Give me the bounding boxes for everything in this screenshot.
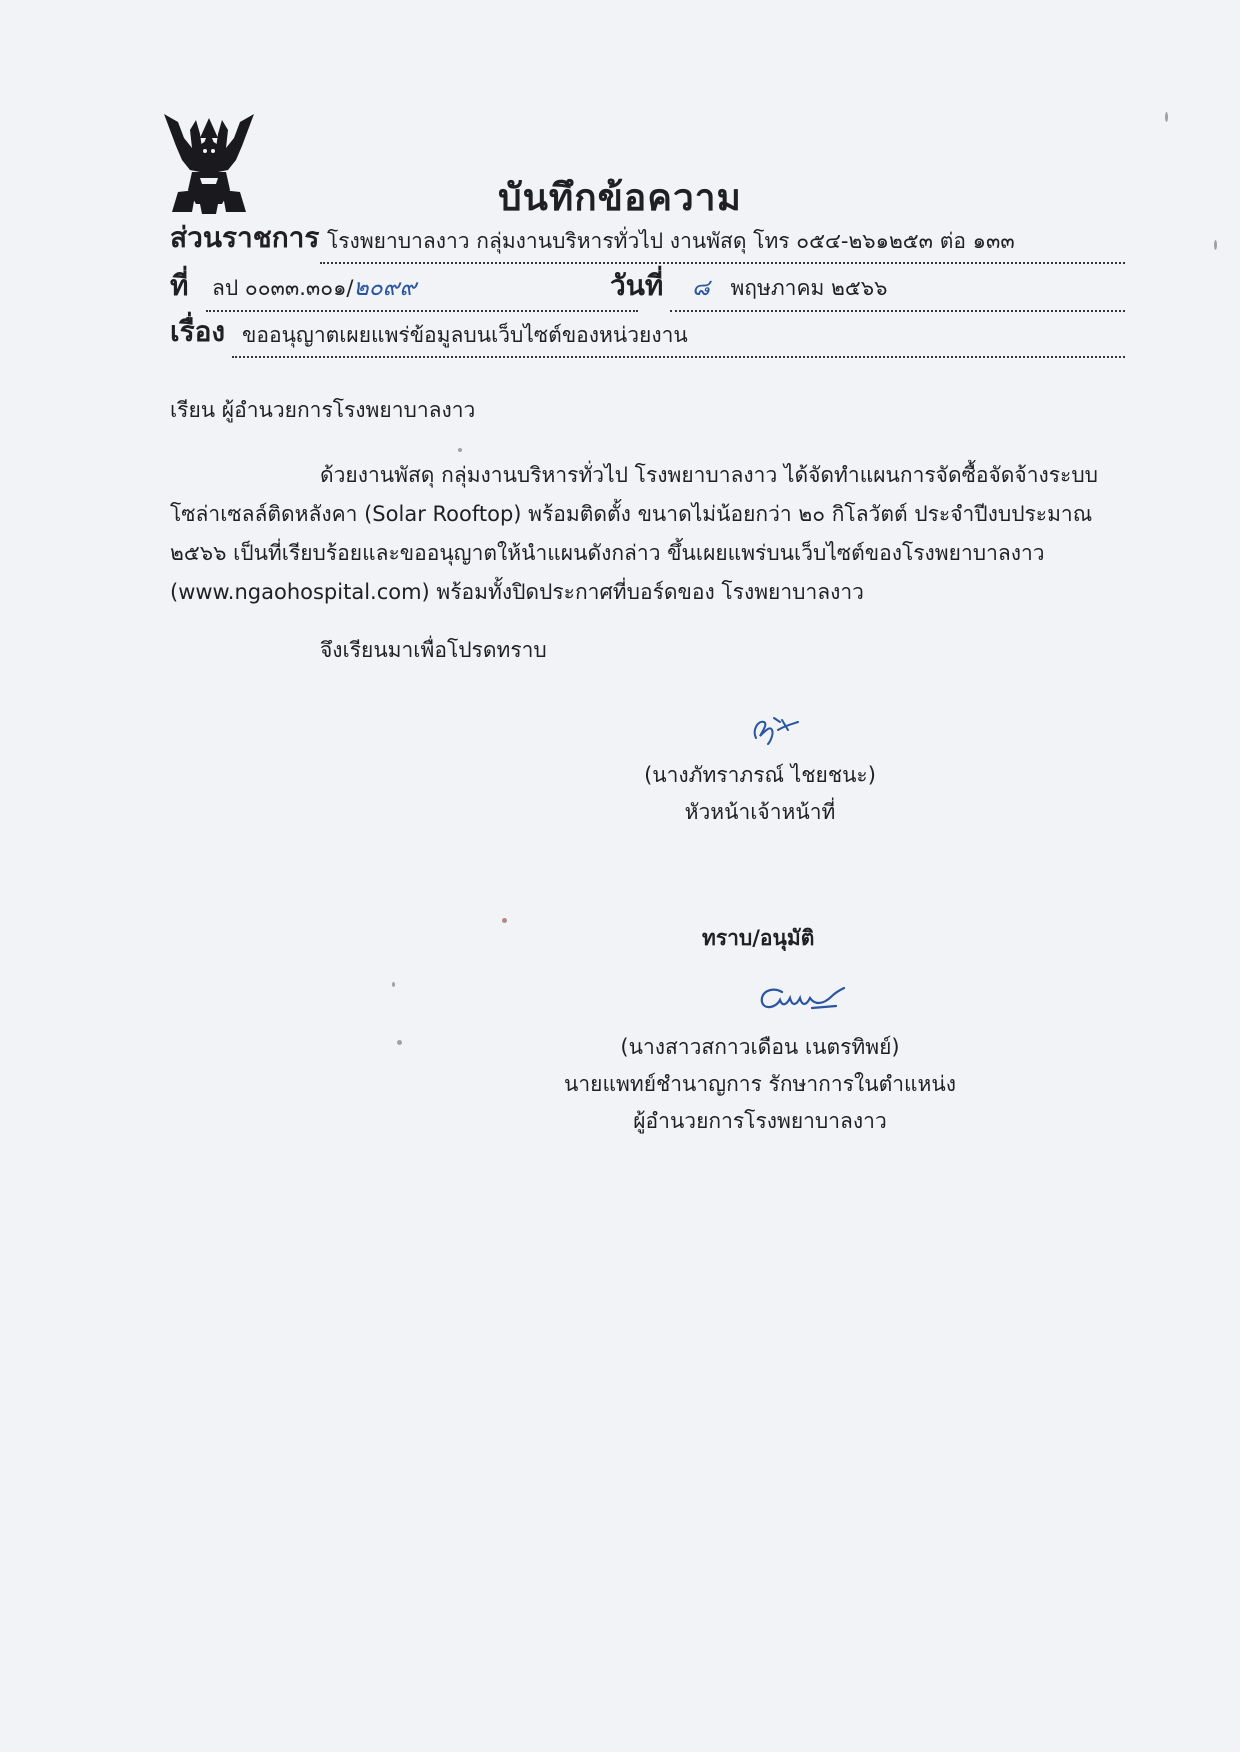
signer-2-block [560, 1037, 960, 1132]
salutation: เรียน ผู้อำนวยการโรงพยาบาลงาว [170, 398, 476, 422]
signer-1-name: (นางภัทราภรณ์ ไชยชนะ) [644, 763, 876, 787]
number-field [212, 270, 416, 306]
subject-label: เรื่อง [170, 315, 226, 348]
paper-speck [1214, 240, 1217, 250]
date-day-handwritten: ๘ [692, 275, 710, 301]
subject-row [170, 315, 1125, 358]
number-handwritten: ๒๐๙๙ [353, 275, 417, 301]
agency-row [170, 221, 1125, 264]
signature-2-mark [752, 978, 848, 1018]
paper-speck [397, 1040, 402, 1045]
agency-value: โรงพยาบาลงาว กลุ่มงานบริหารทั่วไป งานพัสดุ โทร ๐๕๔-๒๖๑๒๕๓ ต่อ ๑๓๓ [327, 229, 1015, 253]
body-line-3: ๒๕๖๖ เป็นที่เรียบร้อยและขออนุญาตให้นำแผนดังกล่าว ขึ้นเผยแพร่บนเว็บไซต์ของโรงพยาบาลงาว [170, 541, 1045, 565]
date-dotted-line [670, 309, 1125, 312]
subject-value: ขออนุญาตเผยแพร่ข้อมูลบนเว็บไซต์ของหน่วยงาน [242, 323, 688, 347]
body-line-4: (www.ngaohospital.com) พร้อมทั้งปิดประกาศที่บอร์ดของ โรงพยาบาลงาว [170, 580, 864, 604]
date-field [692, 270, 887, 306]
signer-2-position-line-2: ผู้อำนวยการโรงพยาบาลงาว [633, 1109, 887, 1133]
signer-1-block [610, 765, 910, 823]
number-value: ลป ๐๐๓๓.๓๐๑/ [212, 276, 354, 300]
agency-dotted-line [320, 261, 1125, 264]
body-line-2: โซล่าเซลล์ติดหลังคา (Solar Rooftop) พร้อมติดตั้ง ขนาดไม่น้อยกว่า ๒๐ กิโลวัตต์ ประจำปีงบประมาณ [170, 502, 1093, 526]
number-date-row [170, 269, 1125, 312]
signer-2-position-line-1: นายแพทย์ชำนาญการ รักษาการในตำแหน่ง [564, 1072, 956, 1096]
number-dotted-line [206, 309, 638, 312]
signature-1-mark [748, 708, 808, 748]
agency-label: ส่วนราชการ [170, 221, 320, 254]
date-label: วันที่ [610, 269, 664, 302]
date-value: พฤษภาคม ๒๕๖๖ [730, 276, 888, 300]
memo-title: บันทึกข้อความ [498, 176, 742, 219]
subject-dotted-line [232, 355, 1125, 358]
paper-speck [502, 918, 507, 923]
signer-1-position: หัวหน้าเจ้าหน้าที่ [684, 800, 836, 824]
paper-speck [458, 448, 462, 452]
paper-speck [392, 982, 395, 987]
closing-line: จึงเรียนมาเพื่อโปรดทราบ [320, 638, 547, 662]
body-line-1: ด้วยงานพัสดุ กลุ่มงานบริหารทั่วไป โรงพยาบาลงาว ได้จัดทำแผนการจัดซื้อจัดจ้างระบบ [320, 463, 1098, 487]
number-label: ที่ [170, 269, 189, 302]
paper-speck [1165, 112, 1168, 122]
signer-2-name: (นางสาวสกาวเดือน เนตรทิพย์) [620, 1035, 900, 1059]
approval-label: ทราบ/อนุมัติ [702, 926, 815, 950]
